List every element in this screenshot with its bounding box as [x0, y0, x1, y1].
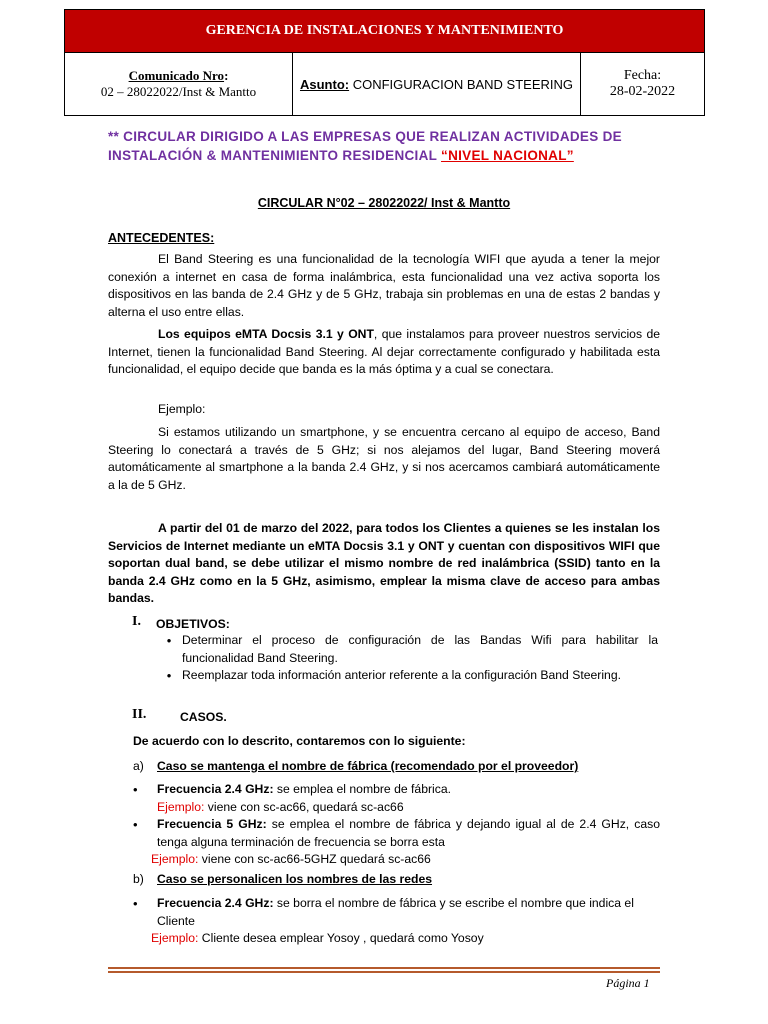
- antecedentes-p2-rest: , que instalamos para proveer nuestros servicios de Internet, tienen la funcionalidad Band Steering. Al dejar correctamente configurado y habilitada esta funcionalidad, el equipo decide que banda es la más óptima y a cual se conectara.: [108, 327, 660, 376]
- antecedentes-p4: A partir del 01 de marzo del 2022, para todos los Clientes a quienes se les instalan los Servicios de Internet mediante un eMTA Docsis 3.1 y ONT y cuentan con dispositivos WIFI que soportan dual band, se debe utilizar el mismo nombre de red inalámbrica (SSID) tanto en la banda 2.4 GHz como en la 5 GHz, asimismo, emplear la misma clave de acceso para ambas bandas.: [108, 521, 660, 605]
- circular-intro: [108, 127, 660, 165]
- comunicado-label: Comunicado Nro: [128, 68, 225, 83]
- ejemplo-label: Ejemplo:: [157, 799, 205, 814]
- comunicado-cell: Comunicado Nro: 02 – 28022022/Inst & Mantto: [65, 53, 293, 115]
- bullet-icon: •: [166, 668, 172, 683]
- header-title: GERENCIA DE INSTALACIONES Y MANTENIMIENTO: [64, 9, 705, 53]
- caso-b-list: [133, 895, 660, 948]
- footer-divider: [108, 967, 660, 975]
- antecedentes-p3: Si estamos utilizando un smartphone, y se encuentra cercano al equipo de acceso, Band Steering lo conectará a través de 5 GHz; si nos alejamos del lugar, Band Steering moverá automáticamente al smartphone a la banda 2.4 GHz, y si nos acercamos cambiará automáticamente a la de 5 GHz.: [108, 425, 660, 492]
- fecha-cell: [581, 53, 704, 115]
- antecedentes-heading: ANTECEDENTES:: [108, 231, 215, 245]
- objetivo-item: • Determinar el proceso de configuración de las Bandas Wifi para habilitar la funcionalidad Band Steering.: [156, 632, 658, 667]
- asunto-value: CONFIGURACION BAND STEERING: [352, 76, 574, 92]
- caso-a-item-2: • Frecuencia 5 GHz: se emplea el nombre de fábrica y dejando igual al de 2.4 GHz, caso tenga alguna terminación de frecuencia se borra esta: [133, 816, 660, 851]
- bullet-icon: •: [166, 633, 172, 648]
- bullet-icon: •: [133, 782, 138, 797]
- nivel-nacional: “NIVEL NACIONAL”: [441, 148, 574, 163]
- caso-b-item-1: • Frecuencia 2.4 GHz: se borra el nombre de fábrica y se escribe el nombre que indica el Cliente: [133, 895, 660, 930]
- objetivos-heading: OBJETIVOS:: [156, 617, 230, 631]
- circular-title: CIRCULAR N°02 – 28022022/ Inst & Mantto: [257, 196, 511, 210]
- page-number: Página 1: [606, 976, 650, 990]
- antecedentes-p2: [108, 326, 660, 379]
- casos-numeral: II.: [132, 707, 147, 722]
- casos-heading: CASOS.: [180, 710, 227, 724]
- caso-b-title: Caso se personalicen los nombres de las redes: [157, 872, 433, 886]
- header-info-row: [64, 53, 705, 116]
- bullet-icon: •: [133, 896, 138, 911]
- circular-intro-text: ** CIRCULAR DIRIGIDO A LAS EMPRESAS QUE REALIZAN ACTIVIDADES DE INSTALACIÓN & MANTENIMIENTO RESIDENCIAL: [108, 129, 622, 163]
- antecedentes-p1: El Band Steering es una funcionalidad de la tecnología WIFI que ayuda a tener la mejor conexión a internet en casa de forma inalámbrica, esta funcionalidad una vez activa soporta los dispositivos en las banda de 2.4 GHz y de 5 GHz, trabaja sin problemas en una de estas 2 bandas y alterna el uso entre ellas.: [108, 252, 660, 319]
- objetivos-numeral: I.: [132, 614, 141, 629]
- casos-intro: De acuerdo con lo descrito, contaremos con lo siguiente:: [133, 734, 466, 748]
- caso-b-item-1-ejemplo: Ejemplo: Cliente desea emplear Yosoy , quedará como Yosoy: [151, 931, 484, 945]
- caso-b-label: b): [133, 872, 144, 886]
- ejemplo-label: Ejemplo:: [158, 402, 206, 416]
- objetivo-item: • Reemplazar toda información anterior referente a la configuración Band Steering.: [156, 667, 658, 685]
- caso-a-label: a): [133, 759, 144, 773]
- fecha-label: Fecha:: [623, 68, 662, 83]
- caso-a-list: [133, 781, 660, 869]
- comunicado-value: 02 – 28022022/Inst & Mantto: [100, 84, 257, 99]
- caso-a-item-2-ejemplo: Ejemplo: viene con sc-ac66-5GHZ quedará sc-ac66: [151, 852, 431, 866]
- asunto-label: Asunto:: [299, 76, 350, 92]
- antecedentes-p2-bold: Los equipos eMTA Docsis 3.1 y ONT: [158, 327, 374, 341]
- asunto-cell: [293, 53, 581, 115]
- caso-a-title: Caso se mantenga el nombre de fábrica (recomendado por el proveedor): [157, 759, 579, 773]
- bullet-icon: •: [133, 817, 138, 832]
- objetivos-list: [156, 632, 658, 685]
- caso-a-item-1: • Frecuencia 2.4 GHz: se emplea el nombre de fábrica. Ejemplo: viene con sc-ac66, quedará sc-ac66: [133, 781, 660, 816]
- fecha-value: 28-02-2022: [609, 84, 676, 99]
